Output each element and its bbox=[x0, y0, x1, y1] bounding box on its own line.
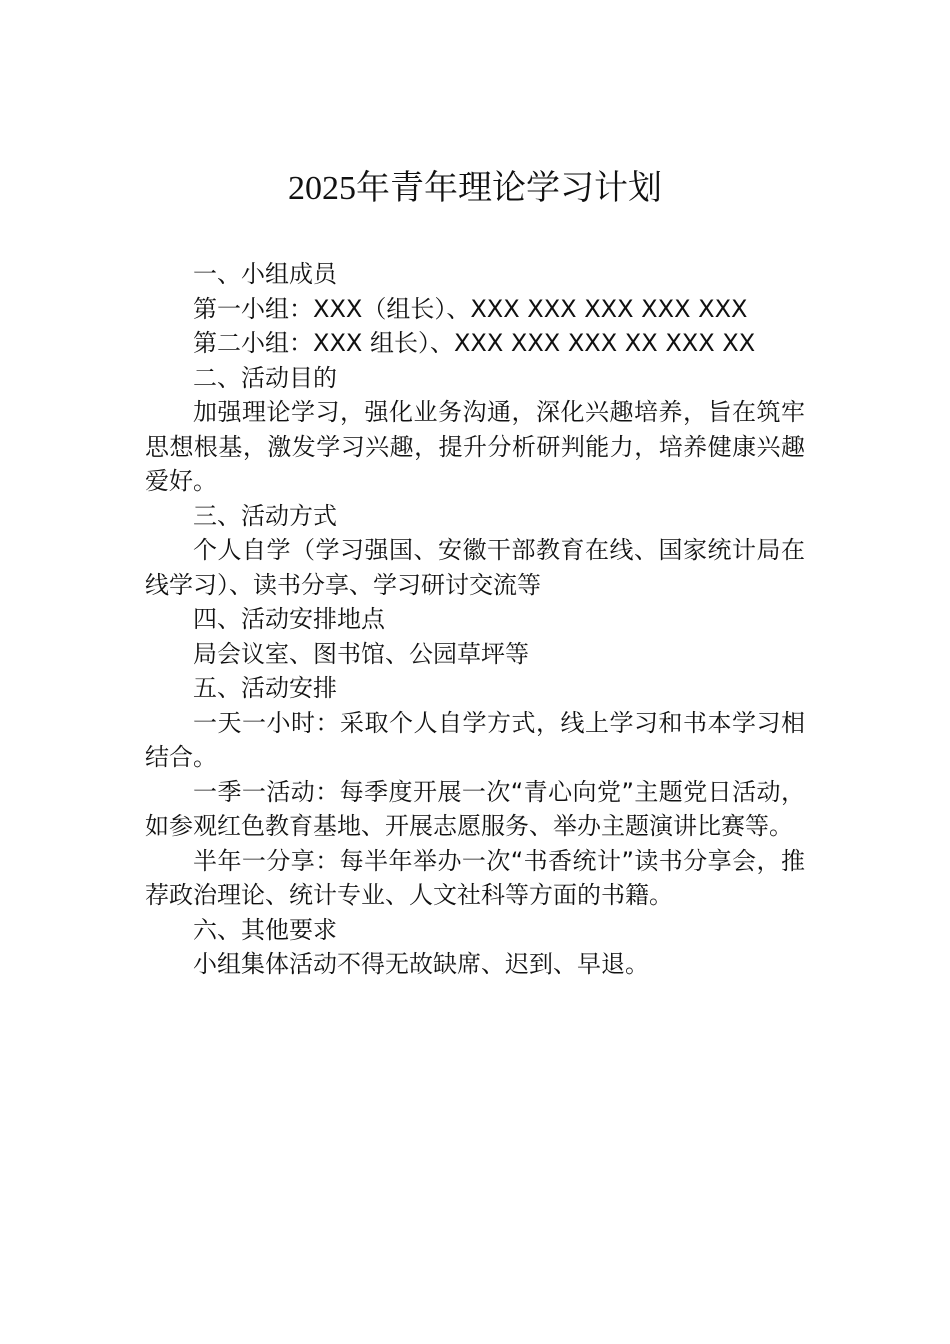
schedule-quarterly: 一季一活动：每季度开展一次“青心向党”主题党日活动，如参观红色教育基地、开展志愿服务、举办主题演讲比赛等。 bbox=[145, 777, 805, 840]
document-body bbox=[145, 257, 805, 982]
section-2-heading: 二、活动目的 bbox=[193, 363, 337, 392]
section-2-text: 加强理论学习，强化业务沟通，深化兴趣培养，旨在筑牢思想根基，激发学习兴趣，提升分析研判能力，培养健康兴趣爱好。 bbox=[145, 398, 805, 495]
group-2-members: 第二小组：XXX 组长）、XXX XXX XXX XX XXX XX bbox=[193, 329, 756, 357]
schedule-half-year: 半年一分享：每半年举办一次“书香统计”读书分享会，推荐政治理论、统计专业、人文社科等方面的书籍。 bbox=[145, 846, 805, 909]
section-4-text: 局会议室、图书馆、公园草坪等 bbox=[193, 639, 529, 668]
schedule-daily: 一天一小时：采取个人自学方式，线上学习和书本学习相结合。 bbox=[145, 708, 805, 771]
title-text: 年青年理论学习计划 bbox=[356, 168, 662, 208]
section-6-text: 小组集体活动不得无故缺席、迟到、早退。 bbox=[193, 950, 649, 978]
section-6-heading: 六、其他要求 bbox=[193, 915, 337, 944]
section-1-heading: 一、小组成员 bbox=[193, 260, 337, 288]
section-3-heading: 三、活动方式 bbox=[193, 501, 337, 530]
section-4-heading: 四、活动安排地点 bbox=[193, 605, 385, 633]
section-3-text: 个人自学（学习强国、安徽干部教育在线、国家统计局在线学习）、读书分享、学习研讨交流等 bbox=[145, 536, 805, 599]
document-title bbox=[145, 165, 805, 212]
title-year: 2025 bbox=[288, 170, 356, 207]
group-1-members: 第一小组：XXX（组长）、XXX XXX XXX XXX XXX bbox=[193, 294, 748, 323]
section-5-heading: 五、活动安排 bbox=[193, 674, 337, 702]
